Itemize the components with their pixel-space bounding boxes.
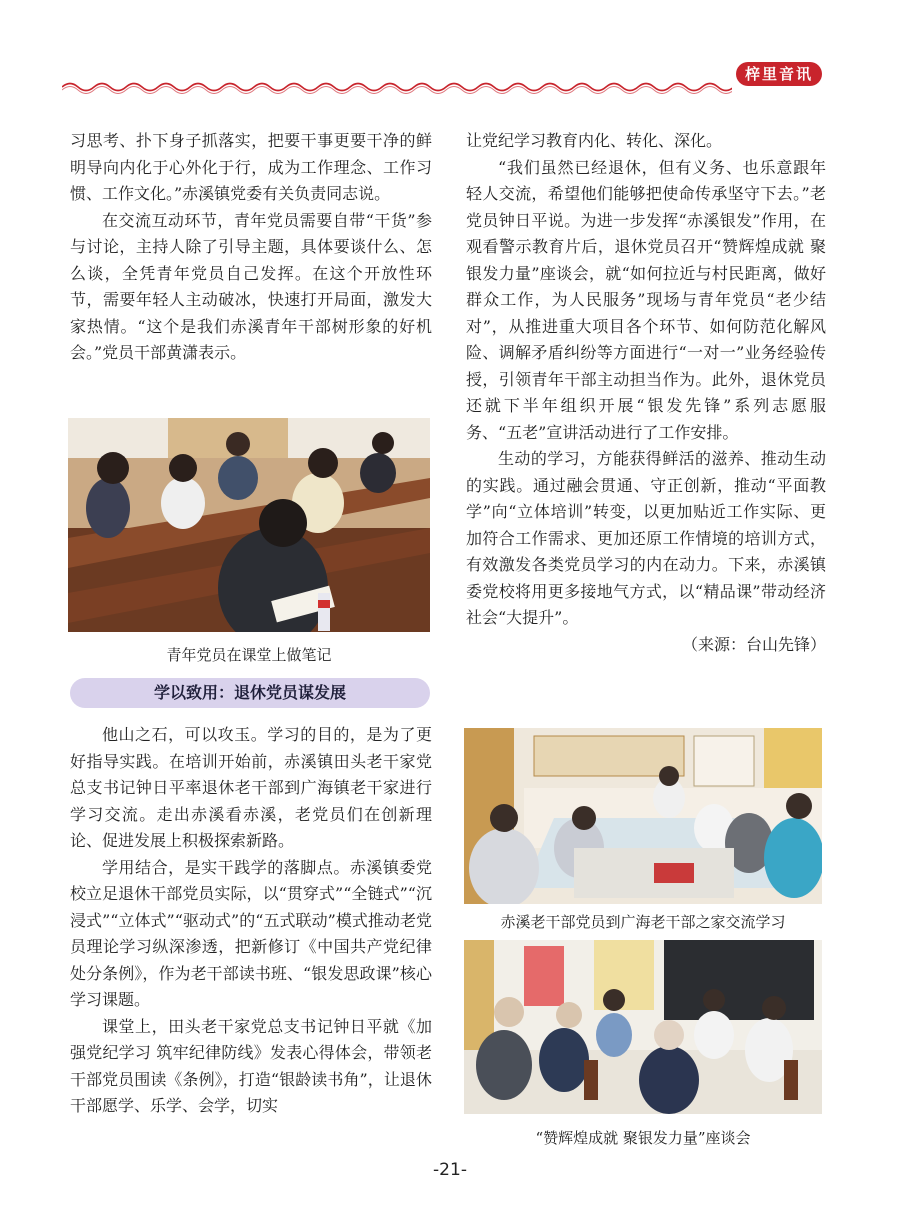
photo-caption-1: 青年党员在课堂上做笔记 xyxy=(166,646,332,664)
left-paragraph-4: 学用结合，是实干践学的落脚点。赤溪镇委党校立足退休干部党员实际，以“贯穿式”“全链式”“沉浸式”“立体式”“驱动式”的“五式联动”模式推动老党员理论学习纵深渗透，把新修订《中国共产党纪律处分条例》，作为老干部读书班、“银发思政课”核心学习课题。 xyxy=(70,857,432,1009)
left-column-top xyxy=(70,128,432,367)
photo-symposium xyxy=(464,940,822,1114)
right-paragraph-3: 生动的学习，方能获得鲜活的滋养、推动生动的实践。通过融会贯通、守正创新，推动“平面教学”向“立体培训”转变，以更加贴近工作实际、更加符合工作需求、更加还原工作情境的培训方式，有效激发各类党员学习的内在动力。下来，赤溪镇委党校将用更多接地气方式，以“精品课”带动经济社会“大提升”。 xyxy=(466,449,826,627)
right-paragraph-2: “我们虽然已经退休，但有义务、也乐意跟年轻人交流，希望他们能够把使命传承坚守下去。”老党员钟日平说。为进一步发挥“赤溪银发”作用，在观看警示教育片后，退休党员召开“赞辉煌成就 聚银发力量”座谈会，就“如何拉近与村民距离，做好群众工作，为人民服务”现场与青年党员“老少结对”，从推进重大项目各个环节、如何防范化解风险、调解矛盾纠纷等方面进行“一对一”业务经验传授，引领青年干部主动担当作为。此外，退休党员还就下半年组织开展“银发先锋”系列志愿服务、“五老”宣讲活动进行了工作安排。 xyxy=(466,157,826,442)
left-paragraph-2: 在交流互动环节，青年党员需要自带“干货”参与讨论，主持人除了引导主题，具体要谈什么、怎么谈，全凭青年党员自己发挥。在这个开放性环节，需要年轻人主动破冰，快速打开局面，激发大家热情。“这个是我们赤溪青年干部树形象的好机会。”党员干部黄潇表示。 xyxy=(70,210,432,362)
column-name-badge: 梓里音讯 xyxy=(736,62,822,86)
left-paragraph-1: 习思考、扑下身子抓落实，把要干事更要干净的鲜明导向内化于心外化于行，成为工作理念、工作习惯、工作文化。”赤溪镇党委有关负责同志说。 xyxy=(70,131,432,203)
right-paragraph-1: 让党纪学习教育内化、转化、深化。 xyxy=(466,131,723,150)
photo-caption-3: “赞辉煌成就 聚银发力量”座谈会 xyxy=(535,1129,751,1147)
photo-classroom-notes xyxy=(68,418,430,632)
header-wave-divider xyxy=(62,80,732,94)
page-number: -21- xyxy=(433,1160,467,1180)
source-credit: （来源：台山先锋） xyxy=(681,634,826,654)
photo-exchange-visit xyxy=(464,728,822,904)
section-title: 学以致用：退休党员谋发展 xyxy=(70,678,430,708)
left-column-bottom xyxy=(70,722,432,1120)
left-paragraph-5: 课堂上，田头老干家党总支书记钟日平就《加强党纪学习 筑牢纪律防线》发表心得体会，带领老干部党员围读《条例》，打造“银龄读书角”，让退休干部愿学、乐学、会学，切实 xyxy=(70,1016,432,1115)
left-paragraph-3: 他山之石，可以攻玉。学习的目的，是为了更好指导实践。在培训开始前，赤溪镇田头老干家党总支书记钟日平率退休老干部到广海镇老干家进行学习交流。走出赤溪看赤溪，老党员们在创新理论、促进发展上积极探索新路。 xyxy=(70,725,432,850)
photo-caption-2: 赤溪老干部党员到广海老干部之家交流学习 xyxy=(500,913,786,931)
right-column-text xyxy=(466,128,826,658)
